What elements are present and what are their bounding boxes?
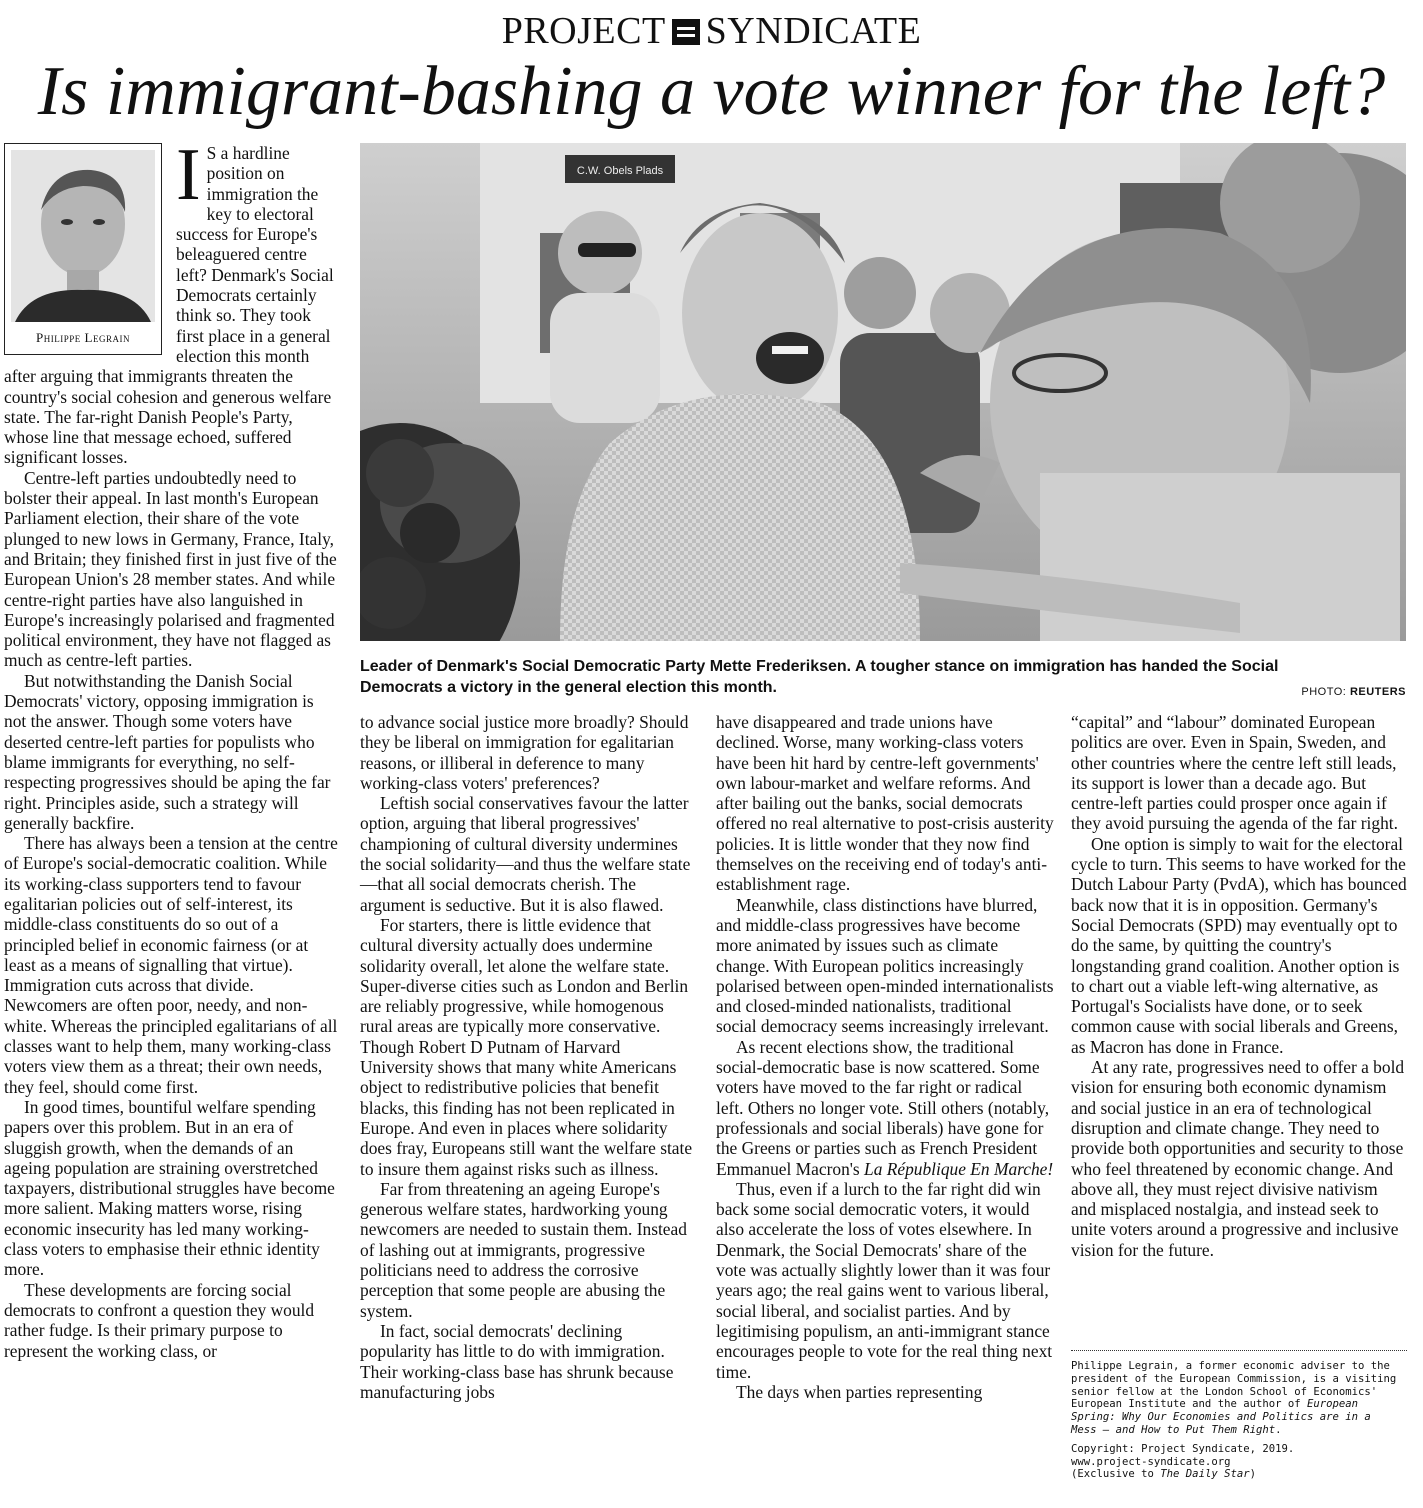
exclusive-line	[1071, 1468, 1401, 1481]
author-portrait-image	[11, 150, 155, 322]
bio-description: Philippe Legrain, a former economic adviser to the president of the European Commission, is a visiting senior fellow at the London School of Economics' European Institute and the author of	[1071, 1360, 1397, 1411]
article-paragraph-text: S a hardline position on immigration the key to electoral success for Europe's beleaguered centre left? Denmark's Social Democrats certainly think so. They took first place in a general election this month after arguing that immigrants threaten the country's social cohesion and generous welfare state. The far-right Danish People's Party, whose line that message echoed, suffered significant losses.	[4, 143, 334, 468]
article-paragraph: Meanwhile, class distinctions have blurred, and middle-class progressives have become more animated by issues such as climate change. With European politics increasingly polarised between open-minded internationalists and closed-minded nationalists, traditional social democracy seems increasingly irrelevant.	[716, 894, 1054, 1037]
party-name: La République En Marche!	[864, 1158, 1054, 1179]
article-paragraph: “capital” and “labour” dominated European politics are over. Even in Spain, Sweden, and other countries where the centre left still leads, its support is lower than a decade ago. But centre-left parties could prosper once again if they avoid pursuing the agenda of the far right.	[1071, 712, 1398, 834]
article-column-3	[716, 712, 1054, 1402]
article-paragraph: Thus, even if a lurch to the far right did win back some social democratic voters, it would also accelerate the loss of votes elsewhere. In Denmark, the Social Democrats' share of the vote was actually slightly lower than it was four years ago; the real gains went to various liberal, social liberal, and socialist parties. And by legitimising populism, an anti-immigrant stance encourages people to vote for the real thing next time.	[716, 1178, 1053, 1382]
street-sign-text: C.W. Obels Plads	[576, 165, 664, 177]
article-paragraph: These developments are forcing social democrats to confront a question they would rather fudge. Is their primary purpose to represent the working class, or	[4, 1279, 315, 1361]
photo-credit-source: REUTERS	[1349, 686, 1406, 698]
article-column-2	[360, 712, 696, 1402]
article-paragraph: One option is simply to wait for the electoral cycle to turn. This seems to have worked for the Dutch Labour Party (PvdA), which has bounced back now that it is in opposition. Germany's Social Democrats (SPD) may eventually opt to do the same, by quitting the country's longstanding grand coalition. Another option is to chart out a viable left-wing alternative, as Portugal's Socialists have done, or to seek common cause with social liberals and Greens, as Macron has done in France.	[1071, 833, 1407, 1057]
photo-credit	[1250, 686, 1406, 698]
bio-end: .	[1275, 1423, 1282, 1436]
book-title: European Spring: Why Our Economies and Politics are in a Mess – and How to Put Them Right	[1071, 1398, 1371, 1436]
website-link[interactable]: www.project-syndicate.org	[1071, 1455, 1231, 1468]
bio-divider	[1071, 1350, 1407, 1351]
article-column-4	[1071, 712, 1407, 1260]
article-paragraph: In good times, bountiful welfare spending papers over this problem. But in an era of sluggish growth, when the demands of an ageing population are straining overstretched taxpayers, distributional struggles have become more salient. Making matters worse, rising economic insecurity has led many working-class voters to emphasise their ethnic identity more.	[4, 1096, 335, 1280]
article-column-1	[4, 134, 340, 1361]
author-box	[4, 143, 162, 355]
exclusive-suffix: )	[1249, 1468, 1256, 1481]
headline: Is immigrant-bashing a vote winner for the left?	[37, 53, 1386, 130]
article-paragraph: The days when parties representing	[736, 1381, 983, 1402]
author-bio	[1071, 1360, 1401, 1481]
photo-credit-label: PHOTO:	[1301, 686, 1347, 698]
photo-illustration	[360, 143, 1406, 641]
article-paragraph: Centre-left parties undoubtedly need to bolster their appeal. In last month's European Parliament election, their share of the vote plunged to new lows in Germany, France, Italy, and Britain; they finished first in just five of the European Union's 28 member states. And while centre-right parties have also languished in Europe's increasingly polarised and fragmented political environment, they have not flagged as much as centre-left parties.	[4, 467, 337, 671]
article-paragraph: Leftish social conservatives favour the latter option, arguing that liberal progressives' championing of cultural diversity undermines the social solidarity—and thus the welfare state—that all social democrats cherish. The argument is seductive. But it is also flawed.	[360, 793, 691, 915]
article-paragraph: But notwithstanding the Danish Social Democrats' victory, opposing immigration is not the answer. Though some voters have deserted centre-left parties for populists who blame immigrants for everything, no self-respecting progressives should be aping the far right. Principles aside, such a strategy will generally backfire.	[4, 670, 331, 833]
article-paragraph: For starters, there is little evidence that cultural diversity actually does undermine solidarity overall, let alone the welfare state. Super-diverse cities such as London and Berlin are reliably progressive, while homogenous rural areas are typically more conservative. Though Robert D Putnam of Harvard University shows that many white Americans object to redistributive policies that benefit blacks, this finding has not been replicated in Europe. And even in places where solidarity does fray, Europeans still want the welfare state to insure them against risks such as illness.	[360, 914, 693, 1179]
article-paragraph: In fact, social democrats' declining popularity has little to do with immigration. Their working-class base has shrunk because manufacturing jobs	[360, 1320, 674, 1402]
drop-cap: I	[176, 134, 201, 216]
article-paragraph-text: As recent elections show, the traditional social-democratic base is now scattered. Some voters have moved to the far right or radical left. Others no longer vote. Still others (notably, professionals and social liberals) have gone for the Greens or parties such as French President Emmanuel Macron's	[716, 1036, 1050, 1179]
exclusive-prefix: (Exclusive to	[1071, 1468, 1161, 1481]
article-paragraph: There has always been a tension at the centre of Europe's social-democratic coalition. While its working-class supporters tend to favour egalitarian policies out of self-interest, its middle-class constituents do so out of a principled belief in economic fairness (or at least as a means of signalling that virtue). Immigration cuts across that divide. Newcomers are often poor, needy, and non-white. Whereas the principled egalitarians of all classes want to help them, many working-class voters view them as a threat; their own needs, they feel, should come first.	[4, 833, 338, 1097]
project-syndicate-logo-icon	[672, 19, 700, 45]
bio-text	[1071, 1360, 1401, 1437]
photo-caption: Leader of Denmark's Social Democratic Party Mette Frederiksen. A tougher stance on immigration has handed the Social Democrats a victory in the general election this month.	[360, 658, 1279, 696]
author-portrait	[11, 150, 155, 322]
newspaper-name: The Daily Star	[1160, 1468, 1250, 1481]
main-photo	[360, 143, 1406, 641]
article-paragraph: At any rate, progressives need to offer a bold vision for ensuring both economic dynamism and social justice in an era of technological disruption and climate change. They need to provide both opportunities and security to those who feel threatened by economic change. And above all, they must reject divisive nativism and misplaced nostalgia, and instead seek to unite voters around a progressive and inclusive vision for the future.	[1071, 1057, 1405, 1260]
article-paragraph: Far from threatening an ageing Europe's generous welfare states, hardworking young newcomers are needed to sustain them. Instead of lashing out at immigrants, progressive politicians need to address the corrosive perception that some people are abusing the system.	[360, 1178, 687, 1321]
masthead-syndicate: SYNDICATE	[705, 10, 922, 52]
article-paragraph: to advance social justice more broadly? Should they be liberal on immigration for egalitarian reasons, or illiberal in deference to many working-class voters' preferences?	[360, 712, 689, 793]
author-name: Philippe Legrain	[36, 329, 130, 345]
article-paragraph	[716, 1037, 1054, 1179]
masthead-project: PROJECT	[501, 10, 666, 52]
copyright-line: Copyright: Project Syndicate, 2019.	[1071, 1442, 1295, 1455]
article-paragraph: have disappeared and trade unions have declined. Worse, many working-class voters have been hit hard by centre-left governments' own labour-market and welfare reforms. And after bailing out the banks, social democrats offered no real alternative to post-crisis austerity policies. It is little wonder that they now find themselves on the receiving end of today's anti-establishment rage.	[716, 712, 1054, 895]
masthead	[0, 8, 1423, 54]
